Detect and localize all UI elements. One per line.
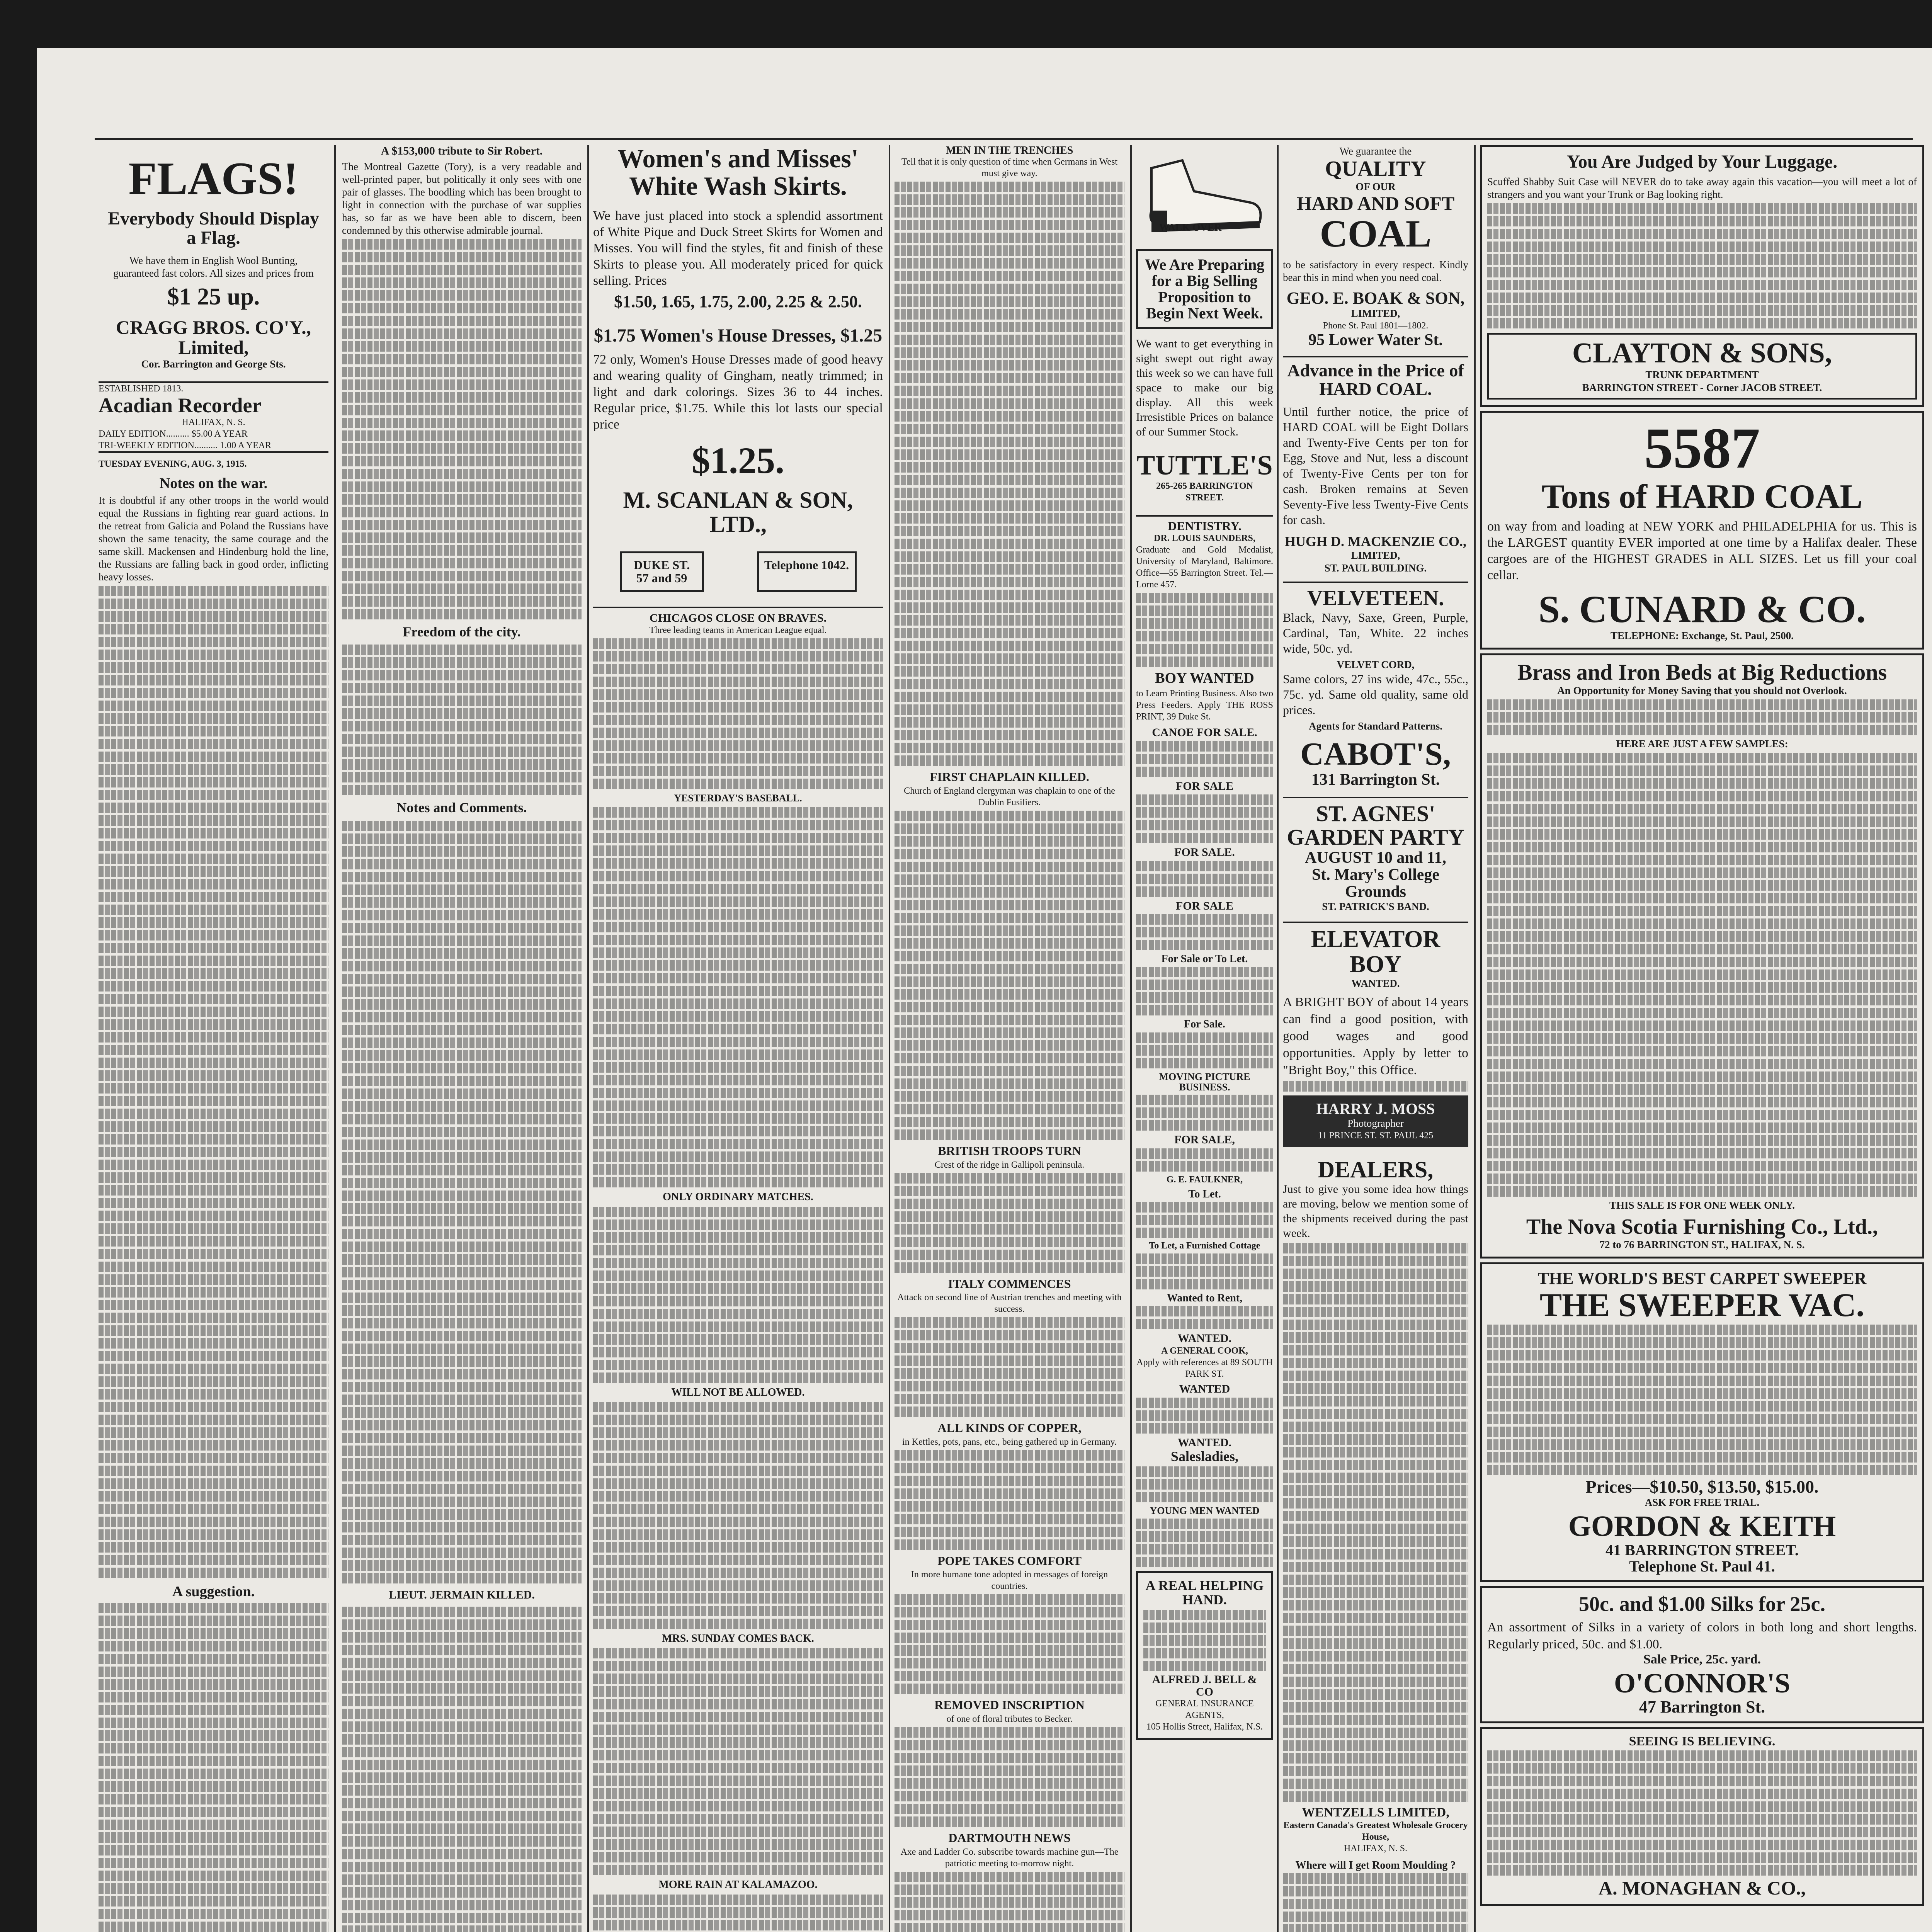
forsale-heading: FOR SALE: [1175, 779, 1234, 793]
article-text: [895, 811, 1124, 1140]
walkover-logo: WALK OVER: [1159, 222, 1222, 233]
dress-body: 72 only, Women's House Dresses made of good heavy and wearing quality of Gingham, neatly trimmed; in light and dark colorings. Sizes 36 to 44 inches. Regular price, $1.75. While this lot lasts our special price: [593, 352, 883, 432]
dealers-body: Just to give you some idea how things are moving, below we mention some of the shipments received during the past week.: [1283, 1183, 1468, 1240]
moulding-heading: Where will I get Room Moulding ?: [1295, 1859, 1456, 1871]
canoe-heading: CANOE FOR SALE.: [1152, 726, 1257, 739]
bell-name: ALFRED J. BELL & CO: [1152, 1673, 1257, 1698]
ofour-text: OF OUR: [1355, 180, 1396, 192]
article-text: [99, 586, 328, 1578]
pope-heading: POPE TAKES COMFORT: [937, 1553, 1082, 1568]
shoe-illustration: [1136, 145, 1273, 249]
article-text: [593, 1648, 883, 1875]
rent-heading: Wanted to Rent,: [1167, 1292, 1243, 1304]
garden-heading: ST. AGNES' GARDEN PARTY: [1283, 797, 1468, 849]
trunk-dept: TRUNK DEPARTMENT: [1645, 369, 1759, 381]
article-text: [895, 1727, 1124, 1827]
cragg-address: Cor. Barrington and George Sts.: [141, 358, 286, 370]
wentzell-name: WENTZELLS LIMITED,: [1302, 1805, 1449, 1820]
forsale-heading: FOR SALE,: [1174, 1133, 1235, 1146]
mackenzie-name: HUGH D. MACKENZIE CO.,: [1284, 534, 1467, 549]
helping-ad: [1136, 1571, 1273, 1740]
cottage-heading: To Let, a Furnished Cottage: [1149, 1241, 1260, 1251]
article-text: [342, 645, 582, 795]
flags-ad: [101, 149, 326, 376]
seeing-heading: SEEING IS BELIEVING.: [1629, 1734, 1776, 1748]
article-text: [895, 1173, 1124, 1273]
italy-sub: Attack on second line of Austrian trenches and meeting with success.: [897, 1293, 1122, 1315]
moving-heading: MOVING PICTURE BUSINESS.: [1159, 1071, 1250, 1093]
ad-text: [1487, 1750, 1917, 1876]
classified-text: [1136, 1519, 1273, 1567]
bell-address: 105 Hollis Street, Halifax, N.S.: [1146, 1722, 1263, 1732]
dress-price: $1.25.: [692, 440, 784, 481]
tons-body: on way from and loading at NEW YORK and PHILADELPHIA for us. This is the LARGEST quantity EVER imported at one time by a Halifax dealer. These cargoes are of the HIGHEST GRADES in ALL SIZES. Let us fill your coal cellar.: [1487, 519, 1917, 582]
coal-ad: [1480, 411, 1924, 650]
dress-heading: $1.75 Women's House Dresses, $1.25: [594, 325, 883, 346]
boy-body: to Learn Printing Business. Also two Press Feeders. Apply THE ROSS PRINT, 39 Duke St.: [1136, 689, 1273, 722]
advance-heading: Advance in the Price of HARD COAL.: [1283, 356, 1468, 399]
monaghan-name: A. MONAGHAN & CO.,: [1598, 1877, 1806, 1899]
column-4: [895, 145, 1124, 1932]
dartmouth-heading: DARTMOUTH NEWS: [948, 1830, 1071, 1845]
top-rule: [95, 138, 1913, 140]
forsale-tolet-heading: For Sale or To Let.: [1161, 953, 1248, 965]
classified-text: [1136, 1095, 1273, 1131]
silks-heading: 50c. and $1.00 Silks for 25c.: [1578, 1592, 1826, 1616]
chicago-heading: CHICAGOS CLOSE ON BRAVES.: [593, 607, 883, 624]
luggage-body: Scuffed Shabby Suit Case will NEVER do to take away again this vacation—you will meet a lot of strangers and you want your Trunk or Bag looking right.: [1487, 176, 1917, 201]
coal-body: to be satisfactory in every respect. Kindly bear this in mind when you need coal.: [1283, 259, 1468, 284]
classified-text: [1136, 1253, 1273, 1289]
dentist-body: Graduate and Gold Medalist, University of Maryland, Baltimore. Office—55 Barrington Street. Tel.—Lorne 457.: [1136, 545, 1273, 590]
forsale-heading: FOR SALE: [1175, 899, 1234, 912]
column-rule: [1277, 145, 1279, 1932]
trial-text: ASK FOR FREE TRIAL.: [1645, 1497, 1760, 1509]
column-rule: [1474, 145, 1476, 1932]
removed-sub: of one of floral tributes to Becker.: [946, 1714, 1073, 1724]
clayton-name: CLAYTON & SONS,: [1572, 337, 1832, 369]
scanlan-phone: Telephone 1042.: [757, 551, 857, 592]
luggage-ad: [1480, 145, 1924, 407]
suggestion-heading: A suggestion.: [172, 1583, 255, 1600]
column-7: [1480, 145, 1924, 1932]
column-rule: [587, 145, 589, 1932]
classified-text: [1136, 914, 1273, 950]
sweeper-ad: [1480, 1262, 1924, 1582]
classified-text: [1143, 1610, 1266, 1671]
cunard-name: S. CUNARD & CO.: [1538, 587, 1866, 631]
mackenzie-limited: LIMITED,: [1351, 549, 1400, 561]
elevator-body: A BRIGHT BOY of about 14 years can find a good position, with good wages and good opportunities. Apply by letter to "Bright Boy," this Office.: [1283, 995, 1468, 1078]
scanlan-contact: [593, 548, 883, 596]
cabot-address: 131 Barrington St.: [1311, 770, 1440, 789]
silks-ad: [1480, 1586, 1924, 1723]
classified-text: [1283, 1873, 1468, 1932]
tons-heading: Tons of HARD COAL: [1541, 478, 1863, 515]
column-6: [1283, 145, 1468, 1932]
guarantee-text: We guarantee the: [1339, 145, 1412, 157]
article-text: [99, 1603, 328, 1932]
trench-heading: MEN IN THE TRENCHES: [946, 145, 1073, 156]
wanted-heading: WANTED: [1179, 1383, 1230, 1396]
article-text: [593, 1895, 883, 1932]
classified-text: [1136, 741, 1273, 777]
furnishing-name: The Nova Scotia Furnishing Co., Ltd.,: [1526, 1214, 1878, 1239]
advance-body: Until further notice, the price of HARD COAL will be Eight Dollars and Twenty-Five Cents per ton for Egg, Stove and Nut, less a discount of Twenty-Five Cents per ton for cash. Broken remains at Seven Seventy-Five less Twenty-Five Cents for cash.: [1283, 405, 1468, 527]
column-rule: [1130, 145, 1132, 1932]
forsale-heading: FOR SALE.: [1174, 846, 1235, 859]
dentist-name: DR. LOUIS SAUNDERS,: [1154, 533, 1255, 544]
young-men-heading: YOUNG MEN WANTED: [1150, 1505, 1260, 1517]
mackenzie-address: ST. PAUL BUILDING.: [1324, 562, 1427, 574]
beds-list: [1487, 753, 1917, 1197]
velveteen-body: Black, Navy, Saxe, Green, Purple, Cardinal, Tan, White. 22 inches wide, 50c. yd.: [1283, 610, 1468, 655]
quality-heading: QUALITY: [1325, 157, 1426, 181]
classified-text: [1136, 593, 1273, 667]
furnishing-address: 72 to 76 BARRINGTON ST., HALIFAX, N. S.: [1599, 1238, 1805, 1250]
italy-heading: ITALY COMMENCES: [948, 1276, 1071, 1291]
article-text: [895, 1594, 1124, 1694]
flags-subtitle: Everybody Should Display a Flag.: [108, 208, 319, 248]
cook-body: Apply with references at 89 SOUTH PARK ST.: [1136, 1357, 1273, 1379]
forsale-heading: For Sale.: [1184, 1018, 1225, 1031]
dartmouth-sub: Axe and Ladder Co. subscribe towards machine gun—The patriotic meeting to-morrow night.: [900, 1847, 1119, 1869]
classified-text: [1136, 1466, 1273, 1502]
rain-heading: MORE RAIN AT KALAMAZOO.: [658, 1879, 818, 1891]
coal-heading: COAL: [1320, 212, 1432, 255]
boak-name: GEO. E. BOAK & SON,: [1286, 289, 1465, 308]
cabot-name: CABOT'S,: [1300, 736, 1451, 772]
classified-text: [1136, 1306, 1273, 1329]
cord-heading: VELVET CORD,: [1337, 658, 1415, 670]
gordon-address: 41 BARRINGTON STREET.: [1605, 1541, 1799, 1559]
worlds-heading: THE WORLD'S BEST CARPET SWEEPER: [1537, 1269, 1867, 1288]
column-3: [593, 145, 883, 1932]
boak-address: 95 Lower Water St.: [1308, 331, 1443, 349]
luggage-heading: You Are Judged by Your Luggage.: [1566, 151, 1838, 172]
moss-address: 11 PRINCE ST. ST. PAUL 425: [1318, 1131, 1434, 1141]
removed-heading: REMOVED INSCRIPTION: [934, 1698, 1085, 1712]
velveteen-heading: VELVETEEN.: [1283, 582, 1468, 610]
copper-sub: in Kettles, pots, pans, etc., being gathered up in Germany.: [902, 1437, 1117, 1447]
garden-place: St. Mary's College Grounds: [1311, 866, 1440, 901]
beds-week: THIS SALE IS FOR ONE WEEK ONLY.: [1609, 1199, 1795, 1211]
classified-text: [1136, 1148, 1273, 1172]
article-text: [342, 821, 582, 1583]
baseball-table: [593, 807, 883, 1187]
daily-edition: DAILY EDITION.......... $5.00 A YEAR: [99, 429, 248, 439]
british-heading: BRITISH TROOPS TURN: [938, 1143, 1081, 1158]
monaghan-ad: [1480, 1727, 1924, 1906]
tons-number: 5587: [1644, 416, 1760, 481]
clayton-address: BARRINGTON STREET - Corner JACOB STREET.: [1582, 382, 1822, 394]
tuttle-address: 265-265 BARRINGTON STREET.: [1156, 481, 1253, 503]
moss-sub: Photographer: [1347, 1117, 1404, 1129]
clayton-block: [1487, 333, 1917, 400]
silks-sale: Sale Price, 25c. yard.: [1643, 1652, 1761, 1667]
classified-text: [1136, 1202, 1273, 1238]
oconnor-name: O'CONNOR'S: [1614, 1667, 1791, 1699]
flags-body: We have them in English Wool Bunting, guaranteed fast colors. All sizes and prices from: [113, 254, 314, 279]
wanted-heading: WANTED.: [1177, 1436, 1232, 1449]
chaplain-heading: FIRST CHAPLAIN KILLED.: [930, 770, 1089, 784]
established: ESTABLISHED 1813.: [99, 383, 184, 394]
bell-sub: GENERAL INSURANCE AGENTS,: [1155, 1699, 1254, 1721]
scanlan-name: M. SCANLAN & SON, LTD.,: [623, 487, 853, 537]
newspaper-page: [37, 48, 1932, 1932]
article-text: [895, 1317, 1124, 1417]
borden-heading: A $153,000 tribute to Sir Robert.: [381, 145, 543, 157]
skirts-body: We have just placed into stock a splendid assortment of White Pique and Duck Street Skirts for Women and Misses. You will find the styles, fit and finish of these Skirts to please you. All moderately priced for quick selling. Prices: [593, 208, 883, 288]
war-heading: Notes on the war.: [159, 475, 268, 492]
sweeper-heading: THE SWEEPER VAC.: [1539, 1286, 1865, 1323]
war-body: It is doubtful if any other troops in the world would equal the Russians in fighting rear guard actions. In the retreat from Galicia and Poland the Russians have shown the same tenacity, the same courage and the same skill. Mackensen and Hindenburg hold the line, the Russians are falling back in good order, inflicting heavy losses.: [99, 495, 328, 583]
tolet-heading: To Let.: [1188, 1188, 1221, 1200]
ad-text: [1487, 1325, 1917, 1475]
classified-text: [1136, 861, 1273, 897]
triweekly-edition: TRI-WEEKLY EDITION.......... 1.00 A YEAR: [99, 440, 272, 451]
sweeper-prices: Prices—$10.50, $13.50, $15.00.: [1585, 1477, 1819, 1497]
tuttle-name: TUTTLE'S: [1136, 450, 1273, 481]
cook-wanted-heading: WANTED.: [1177, 1332, 1232, 1345]
column-rule: [334, 145, 336, 1932]
british-sub: Crest of the ridge in Gallipoli peninsula.: [934, 1160, 1085, 1170]
beds-ad: [1480, 653, 1924, 1259]
article-text: [593, 1207, 883, 1383]
ad-text: [1487, 203, 1917, 328]
flags-price: $1 25 up.: [167, 283, 260, 310]
boak-phone: Phone St. Paul 1801—1802.: [1323, 321, 1429, 331]
copper-heading: ALL KINDS OF COPPER,: [937, 1421, 1082, 1435]
paper-place: HALIFAX, N. S.: [182, 417, 245, 427]
article-text: [593, 1402, 883, 1629]
sunday-heading: MRS. SUNDAY COMES BACK.: [662, 1632, 814, 1645]
boak-limited: LIMITED,: [1351, 308, 1400, 320]
freedom-heading: Freedom of the city.: [403, 624, 521, 639]
killed-heading: LIEUT. JERMAIN KILLED.: [389, 1588, 535, 1602]
elevator-wanted: WANTED.: [1351, 978, 1400, 990]
paper-name: Acadian Recorder: [99, 393, 262, 417]
scanlan-address: DUKE ST. 57 and 59: [620, 551, 704, 592]
pope-sub: In more humane tone adopted in messages of foreign countries.: [911, 1570, 1108, 1592]
article-text: [895, 1450, 1124, 1550]
trench-sub: Tell that it is only question of time when Germans in West must give way.: [901, 157, 1118, 179]
classified-text: [1136, 794, 1273, 843]
chicago-sub: Three leading teams in American League equal.: [649, 625, 827, 635]
oconnor-address: 47 Barrington St.: [1639, 1697, 1765, 1716]
shipment-list: [1283, 1243, 1468, 1802]
chaplain-sub: Church of England clergyman was chaplain to one of the Dublin Fusiliers.: [904, 786, 1115, 808]
moss-name: HARRY J. MOSS: [1316, 1100, 1435, 1118]
boy-heading: BOY WANTED: [1155, 670, 1254, 687]
gordon-name: GORDON & KEITH: [1568, 1510, 1836, 1543]
article-text: [895, 182, 1124, 766]
wentzell-sub: Eastern Canada's Greatest Wholesale Grocery House,: [1283, 1820, 1468, 1842]
elevator-heading: ELEVATOR BOY: [1283, 922, 1468, 977]
garden-date: AUGUST 10 and 11,: [1305, 849, 1446, 867]
dentistry-heading: DENTISTRY.: [1136, 515, 1273, 533]
column-1: [99, 145, 328, 1932]
wentzell-address: HALIFAX, N. S.: [1344, 1843, 1408, 1854]
skirts-heading: Women's and Misses' White Wash Skirts.: [617, 145, 859, 201]
moss-ad: [1283, 1095, 1468, 1147]
article-text: [895, 1872, 1124, 1932]
cord-body: Same colors, 27 ins wide, 47c., 55c., 75c. yd. Same old quality, same old prices.: [1283, 672, 1468, 717]
cook-title: A GENERAL COOK,: [1161, 1346, 1248, 1356]
classified-text: [1136, 1398, 1273, 1434]
silks-body: An assortment of Silks in a variety of colors in both long and short lengths. Regularly priced, 50c. and $1.00.: [1487, 1620, 1917, 1651]
classified-text: [1136, 1032, 1273, 1068]
notes-heading: Notes and Comments.: [396, 800, 527, 816]
skirts-prices: $1.50, 1.65, 1.75, 2.00, 2.25 & 2.50.: [614, 292, 862, 311]
dealers-heading: DEALERS,: [1318, 1157, 1434, 1183]
matches-heading: ONLY ORDINARY MATCHES.: [663, 1191, 813, 1203]
classified-text: [1283, 1081, 1468, 1092]
gordon-phone: Telephone St. Paul 41.: [1629, 1558, 1775, 1575]
ad-text: [1487, 699, 1917, 735]
masthead: [99, 381, 328, 453]
article-text: [593, 638, 883, 789]
beds-samples: HERE ARE JUST A FEW SAMPLES:: [1616, 738, 1788, 750]
column-5: [1136, 145, 1273, 1932]
beds-heading: Brass and Iron Beds at Big Reductions: [1517, 659, 1887, 685]
article-text: [342, 239, 582, 619]
cragg-name: CRAGG BROS. CO'Y., Limited,: [116, 316, 311, 359]
preparing-ad: [1136, 249, 1273, 329]
article-text: [342, 1607, 582, 1932]
faulkner-name: G. E. FAULKNER,: [1166, 1174, 1243, 1185]
hardsoft-heading: HARD AND SOFT: [1296, 192, 1455, 214]
dateline: TUESDAY EVENING, AUG. 3, 1915.: [99, 459, 247, 469]
beds-sub: An Opportunity for Money Saving that you should not Overlook.: [1557, 684, 1847, 696]
preparing-body: We want to get everything in sight swept out right away this week so we can have full space to make our big display. All this week Irresistible Prices on balance of our Summer Stock.: [1136, 337, 1273, 438]
column-rule: [889, 145, 890, 1932]
band-text: ST. PATRICK'S BAND.: [1322, 901, 1429, 913]
preparing-heading: We Are Preparing for a Big Selling Proposition to Begin Next Week.: [1145, 256, 1265, 322]
borden-body: The Montreal Gazette (Tory), is a very readable and well-printed paper, but politically it only sees with one pair of glasses. The boodling which has been brought to light in connection with the purchase of war supplies has, so far as we have been able to discern, been condemned by this otherwise admirable journal.: [342, 160, 582, 236]
agents-text: Agents for Standard Patterns.: [1309, 720, 1442, 732]
baseball-heading: YESTERDAY'S BASEBALL.: [674, 792, 802, 804]
helping-heading: A REAL HELPING HAND.: [1145, 1577, 1264, 1608]
classified-text: [1136, 967, 1273, 1015]
will-heading: WILL NOT BE ALLOWED.: [671, 1386, 805, 1398]
cunard-phone: TELEPHONE: Exchange, St. Paul, 2500.: [1610, 629, 1794, 641]
saleslady-heading: Salesladies,: [1170, 1449, 1239, 1464]
flags-title: FLAGS!: [128, 153, 299, 204]
column-2: [342, 145, 582, 1932]
